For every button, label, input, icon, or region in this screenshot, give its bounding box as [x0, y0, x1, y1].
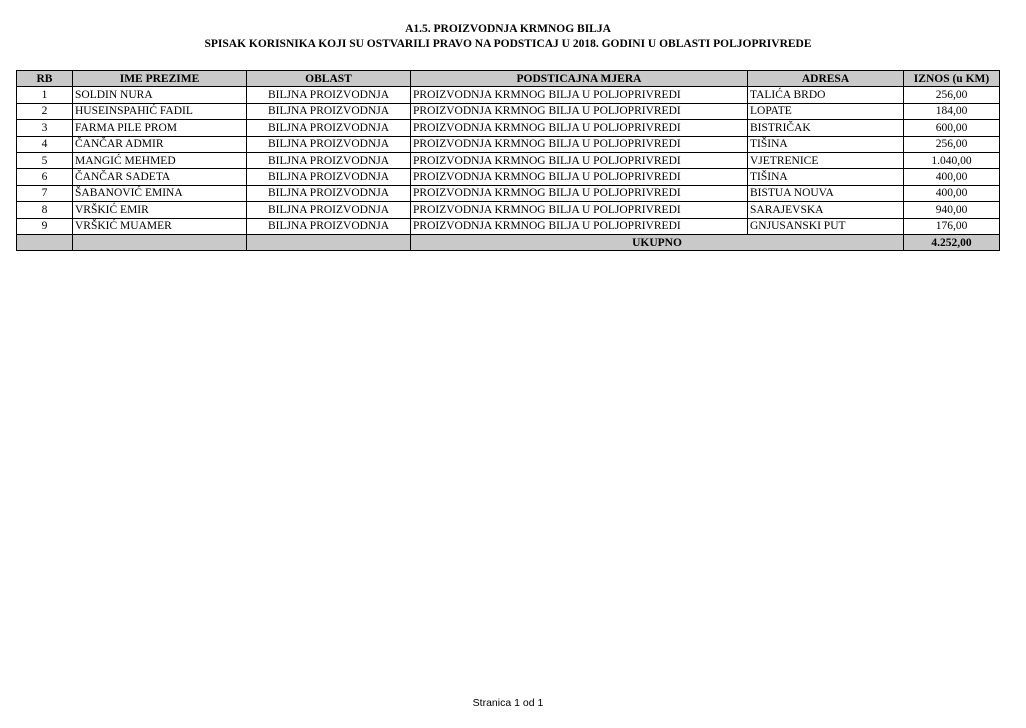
cell-oblast: BILJNA PROIZVODNJA	[247, 169, 411, 185]
cell-mjera: PROIZVODNJA KRMNOG BILJA U POLJOPRIVREDI	[411, 185, 748, 201]
column-header-name: IME PREZIME	[73, 71, 247, 87]
cell-oblast: BILJNA PROIZVODNJA	[247, 218, 411, 234]
column-header-mjera: PODSTICAJNA MJERA	[411, 71, 748, 87]
cell-mjera: PROIZVODNJA KRMNOG BILJA U POLJOPRIVREDI	[411, 87, 748, 103]
cell-mjera: PROIZVODNJA KRMNOG BILJA U POLJOPRIVREDI	[411, 202, 748, 218]
cell-name: MANGIĆ MEHMED	[73, 152, 247, 168]
cell-name: VRŠKIĆ MUAMER	[73, 218, 247, 234]
total-empty-cell	[247, 234, 411, 250]
cell-oblast: BILJNA PROIZVODNJA	[247, 87, 411, 103]
cell-iznos: 176,00	[904, 218, 1000, 234]
cell-adresa: TIŠINA	[748, 136, 904, 152]
cell-name: HUSEINSPAHIĆ FADIL	[73, 103, 247, 119]
cell-iznos: 400,00	[904, 169, 1000, 185]
cell-mjera: PROIZVODNJA KRMNOG BILJA U POLJOPRIVREDI	[411, 120, 748, 136]
table-row	[17, 103, 1000, 119]
cell-mjera: PROIZVODNJA KRMNOG BILJA U POLJOPRIVREDI	[411, 218, 748, 234]
cell-adresa: BISTUA NOUVA	[748, 185, 904, 201]
document-header	[0, 22, 1016, 52]
cell-adresa: GNJUSANSKI PUT	[748, 218, 904, 234]
cell-rb: 1	[17, 87, 73, 103]
table-row	[17, 169, 1000, 185]
cell-rb: 3	[17, 120, 73, 136]
cell-oblast: BILJNA PROIZVODNJA	[247, 185, 411, 201]
cell-iznos: 184,00	[904, 103, 1000, 119]
column-header-adresa: ADRESA	[748, 71, 904, 87]
page-number: Stranica 1 od 1	[472, 697, 544, 709]
table-row	[17, 136, 1000, 152]
cell-name: SOLDIN NURA	[73, 87, 247, 103]
table-row	[17, 87, 1000, 103]
total-label: UKUPNO	[411, 234, 904, 250]
total-value: 4.252,00	[904, 234, 1000, 250]
cell-rb: 5	[17, 152, 73, 168]
cell-iznos: 256,00	[904, 87, 1000, 103]
cell-name: ŠABANOVIĆ EMINA	[73, 185, 247, 201]
column-header-iznos: IZNOS (u KM)	[904, 71, 1000, 87]
table-row	[17, 185, 1000, 201]
cell-mjera: PROIZVODNJA KRMNOG BILJA U POLJOPRIVREDI	[411, 136, 748, 152]
cell-adresa: LOPATE	[748, 103, 904, 119]
column-header-rb: RB	[17, 71, 73, 87]
table-header-row	[17, 71, 1000, 87]
cell-name: ČANČAR ADMIR	[73, 136, 247, 152]
cell-iznos: 600,00	[904, 120, 1000, 136]
cell-oblast: BILJNA PROIZVODNJA	[247, 136, 411, 152]
total-empty-cell	[73, 234, 247, 250]
cell-adresa: TALIĆA BRDO	[748, 87, 904, 103]
cell-rb: 6	[17, 169, 73, 185]
cell-mjera: PROIZVODNJA KRMNOG BILJA U POLJOPRIVREDI	[411, 152, 748, 168]
cell-mjera: PROIZVODNJA KRMNOG BILJA U POLJOPRIVREDI	[411, 103, 748, 119]
cell-rb: 9	[17, 218, 73, 234]
table-row	[17, 218, 1000, 234]
total-empty-cell	[17, 234, 73, 250]
cell-rb: 4	[17, 136, 73, 152]
table-row	[17, 152, 1000, 168]
cell-name: VRŠKIĆ EMIR	[73, 202, 247, 218]
cell-iznos: 256,00	[904, 136, 1000, 152]
cell-iznos: 1.040,00	[904, 152, 1000, 168]
cell-rb: 2	[17, 103, 73, 119]
cell-rb: 7	[17, 185, 73, 201]
cell-oblast: BILJNA PROIZVODNJA	[247, 120, 411, 136]
cell-rb: 8	[17, 202, 73, 218]
cell-iznos: 940,00	[904, 202, 1000, 218]
table-row	[17, 120, 1000, 136]
cell-oblast: BILJNA PROIZVODNJA	[247, 152, 411, 168]
cell-name: FARMA PILE PROM	[73, 120, 247, 136]
total-row	[17, 234, 1000, 250]
cell-mjera: PROIZVODNJA KRMNOG BILJA U POLJOPRIVREDI	[411, 169, 748, 185]
cell-adresa: SARAJEVSKA	[748, 202, 904, 218]
cell-oblast: BILJNA PROIZVODNJA	[247, 103, 411, 119]
document-subtitle: SPISAK KORISNIKA KOJI SU OSTVARILI PRAVO NA PODSTICAJ U 2018. GODINI U OBLASTI POLJOPRIVREDE	[204, 38, 812, 50]
table-row	[17, 202, 1000, 218]
cell-iznos: 400,00	[904, 185, 1000, 201]
cell-name: ČANČAR SADETA	[73, 169, 247, 185]
cell-adresa: VJETRENICE	[748, 152, 904, 168]
beneficiaries-table	[16, 70, 1000, 251]
cell-adresa: BISTRIČAK	[748, 120, 904, 136]
cell-adresa: TIŠINA	[748, 169, 904, 185]
cell-oblast: BILJNA PROIZVODNJA	[247, 202, 411, 218]
column-header-oblast: OBLAST	[247, 71, 411, 87]
document-title: A1.5. PROIZVODNJA KRMNOG BILJA	[405, 23, 611, 35]
